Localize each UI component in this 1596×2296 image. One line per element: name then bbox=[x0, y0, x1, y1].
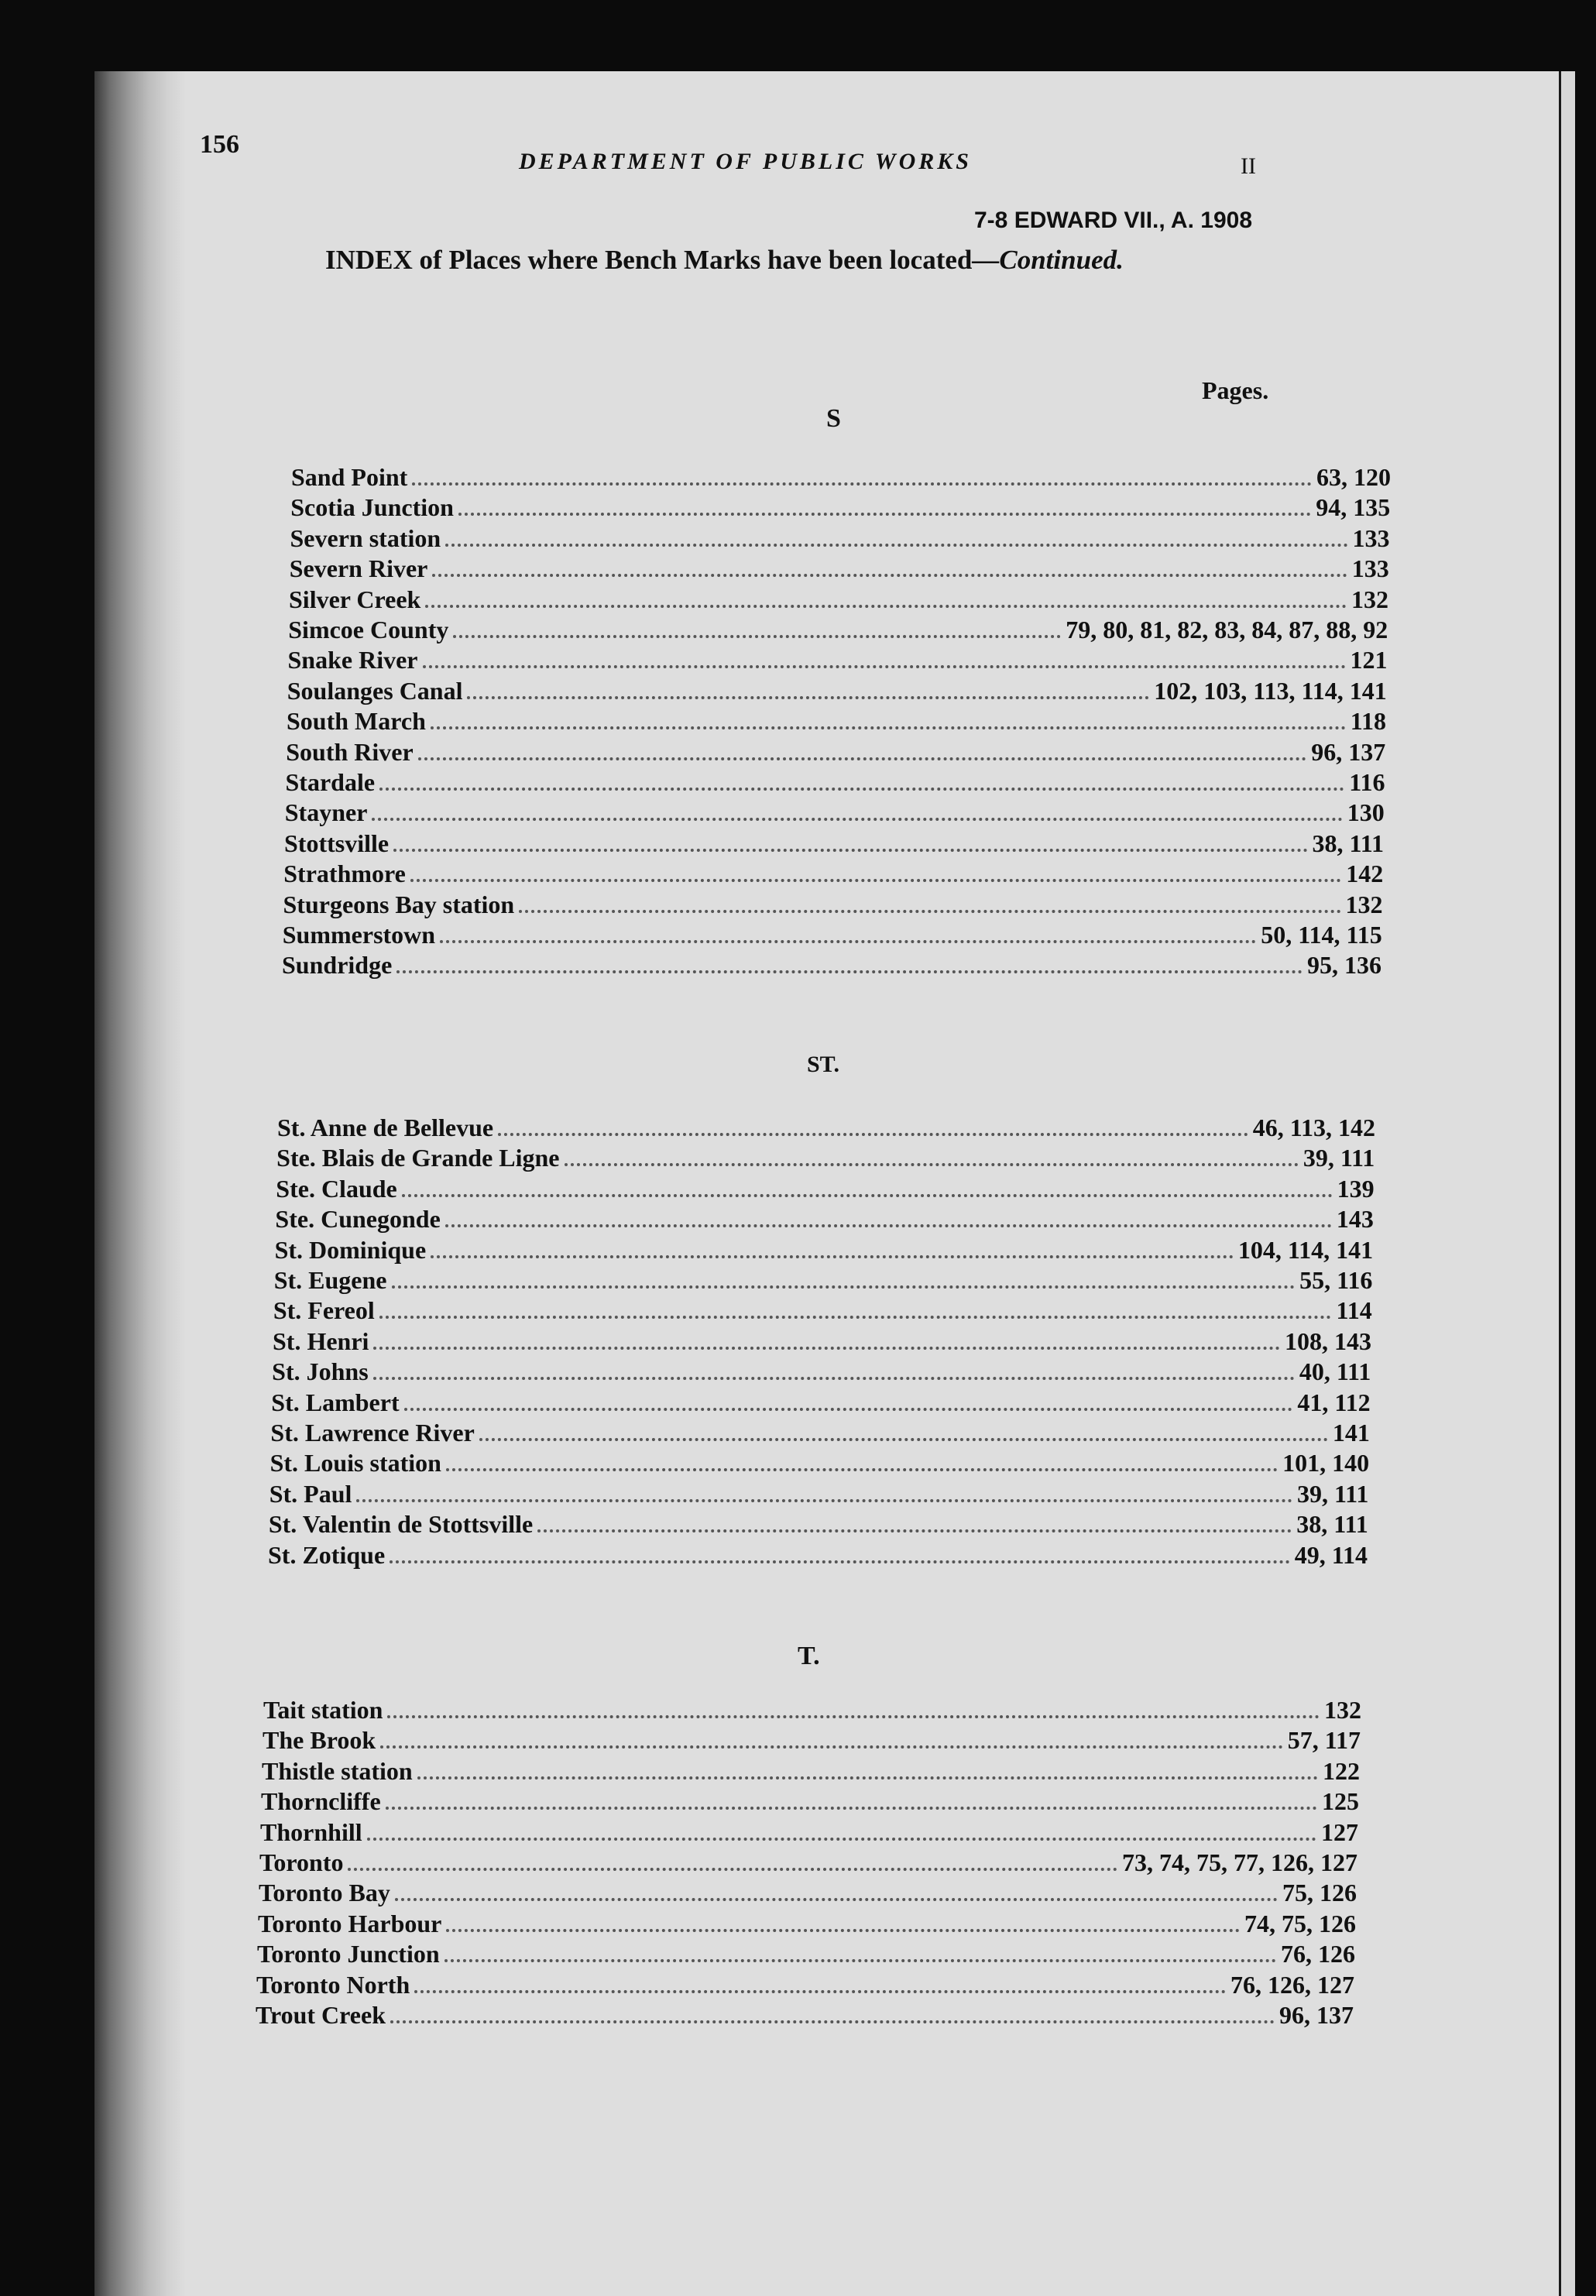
index-entry bbox=[261, 1786, 1359, 1817]
index-title-continued: —Continued. bbox=[972, 245, 1124, 275]
index-entry bbox=[269, 1478, 1369, 1509]
index-entry bbox=[272, 1356, 1371, 1387]
page-references: 102, 103, 113, 114, 141 bbox=[1154, 676, 1387, 705]
place-name: Toronto Harbour bbox=[258, 1909, 442, 1937]
place-name: Thorncliffe bbox=[261, 1787, 381, 1816]
page-references: 75, 126 bbox=[1282, 1879, 1357, 1907]
page-references: 130 bbox=[1347, 798, 1385, 827]
dot-leader bbox=[387, 1715, 1320, 1718]
dot-leader bbox=[432, 574, 1347, 577]
dot-leader bbox=[565, 1163, 1299, 1166]
dot-leader bbox=[467, 696, 1149, 699]
place-name: Silver Creek bbox=[289, 585, 421, 613]
page-references: 127 bbox=[1321, 1817, 1358, 1846]
index-entry bbox=[287, 705, 1386, 736]
dot-leader bbox=[431, 1255, 1234, 1258]
session-label: 7-8 EDWARD VII., A. 1908 bbox=[974, 208, 1253, 233]
dot-leader bbox=[453, 635, 1061, 638]
dot-leader bbox=[348, 1868, 1117, 1871]
page-references: 132 bbox=[1324, 1696, 1361, 1724]
place-name: St. Anne de Bellevue bbox=[277, 1114, 494, 1141]
page-references: 49, 114 bbox=[1294, 1540, 1368, 1569]
dot-leader bbox=[423, 665, 1346, 668]
page-references: 143 bbox=[1336, 1205, 1374, 1234]
page-references: 55, 116 bbox=[1299, 1266, 1373, 1294]
index-entry bbox=[256, 1969, 1354, 2000]
place-name: Soulanges Canal bbox=[287, 676, 463, 705]
place-name: Ste. Blais de Grande Ligne bbox=[276, 1144, 560, 1172]
page-right-edge bbox=[1559, 71, 1575, 2296]
index-entry bbox=[273, 1326, 1371, 1357]
page-references: 118 bbox=[1350, 707, 1386, 736]
place-name: St. Zotique bbox=[268, 1540, 386, 1569]
place-name: St. Paul bbox=[269, 1479, 352, 1508]
place-name: Toronto North bbox=[256, 1970, 410, 1999]
place-name: Sundridge bbox=[282, 951, 393, 980]
dot-leader bbox=[479, 1438, 1328, 1441]
dot-leader bbox=[392, 1285, 1296, 1289]
index-entry bbox=[277, 1112, 1375, 1143]
place-name: Tait station bbox=[263, 1696, 383, 1724]
place-name: The Brook bbox=[263, 1726, 376, 1755]
page-references: 122 bbox=[1323, 1756, 1360, 1785]
place-name: St. Louis station bbox=[269, 1449, 441, 1477]
dot-leader bbox=[425, 605, 1347, 608]
place-name: Toronto bbox=[259, 1848, 344, 1876]
page-references: 39, 111 bbox=[1296, 1479, 1369, 1508]
page-references: 101, 140 bbox=[1282, 1449, 1370, 1477]
index-entry bbox=[268, 1539, 1368, 1570]
place-name: South River bbox=[286, 737, 414, 766]
index-entry bbox=[285, 797, 1385, 828]
index-entry bbox=[270, 1417, 1369, 1448]
index-entry bbox=[283, 919, 1382, 950]
place-name: Toronto Junction bbox=[257, 1940, 440, 1968]
place-name: St. Henri bbox=[273, 1326, 369, 1355]
index-entry bbox=[269, 1508, 1368, 1539]
index-entry bbox=[275, 1234, 1374, 1265]
place-name: St. Eugene bbox=[273, 1266, 387, 1294]
dot-leader bbox=[390, 1560, 1290, 1563]
index-entry bbox=[288, 644, 1388, 675]
index-entry bbox=[259, 1877, 1357, 1908]
pages-column-heading: Pages. bbox=[1202, 376, 1269, 404]
running-head: DEPARTMENT OF PUBLIC WORKS bbox=[519, 149, 972, 174]
place-name: Simcoe County bbox=[288, 616, 449, 643]
index-entry bbox=[274, 1265, 1373, 1296]
page-references: 79, 80, 81, 82, 83, 84, 87, 88, 92 bbox=[1066, 616, 1388, 643]
index-entry bbox=[290, 553, 1389, 584]
dot-leader bbox=[445, 1224, 1332, 1227]
index-entry bbox=[263, 1725, 1361, 1755]
dot-leader bbox=[412, 482, 1312, 486]
place-name: Trout Creek bbox=[256, 2001, 386, 2029]
page-references: 132 bbox=[1351, 585, 1388, 613]
index-entry bbox=[289, 584, 1388, 615]
section-letter-s: S bbox=[826, 404, 841, 433]
page-references: 142 bbox=[1346, 860, 1384, 888]
place-name: Stottsville bbox=[284, 829, 390, 857]
index-entry bbox=[259, 1847, 1357, 1878]
page-references: 76, 126, 127 bbox=[1230, 1970, 1354, 1999]
dot-leader bbox=[393, 849, 1307, 852]
index-entry bbox=[262, 1755, 1360, 1786]
index-entry bbox=[286, 767, 1385, 798]
page-references: 125 bbox=[1322, 1787, 1359, 1816]
place-name: Thornhill bbox=[260, 1817, 362, 1846]
dot-leader bbox=[373, 1377, 1295, 1380]
page-references: 108, 143 bbox=[1285, 1326, 1371, 1355]
page-references: 141 bbox=[1332, 1419, 1370, 1447]
dot-leader bbox=[404, 1408, 1293, 1411]
page-references: 73, 74, 75, 77, 126, 127 bbox=[1122, 1848, 1357, 1876]
dot-leader bbox=[444, 1959, 1276, 1962]
dot-leader bbox=[379, 788, 1344, 791]
page-references: 104, 114, 141 bbox=[1237, 1235, 1374, 1264]
index-entry bbox=[282, 949, 1381, 980]
place-name: Strathmore bbox=[283, 860, 406, 888]
section-letter-t: T. bbox=[798, 1642, 820, 1670]
dot-leader bbox=[380, 1745, 1283, 1749]
place-name: Stardale bbox=[285, 768, 376, 796]
page-references: 74, 75, 126 bbox=[1244, 1909, 1356, 1937]
page-references: 116 bbox=[1349, 768, 1385, 796]
place-name: Severn River bbox=[289, 554, 428, 583]
place-name: Ste. Cunegonde bbox=[275, 1205, 441, 1234]
place-name: Stayner bbox=[284, 798, 368, 827]
dot-leader bbox=[356, 1499, 1292, 1502]
page-references: 39, 111 bbox=[1303, 1144, 1375, 1172]
index-entry bbox=[256, 1999, 1354, 2030]
index-entry bbox=[258, 1908, 1356, 1939]
dot-leader bbox=[414, 1990, 1226, 1993]
page-references: 132 bbox=[1345, 890, 1383, 918]
page-references: 46, 113, 142 bbox=[1252, 1114, 1375, 1141]
place-name: St. Dominique bbox=[274, 1235, 427, 1264]
page-references: 38, 111 bbox=[1296, 1510, 1368, 1539]
page-references: 41, 112 bbox=[1297, 1388, 1371, 1416]
section-letter-st: ST. bbox=[807, 1052, 839, 1077]
dot-leader bbox=[372, 818, 1342, 821]
page-references: 114 bbox=[1336, 1296, 1372, 1325]
page-references: 63, 120 bbox=[1316, 463, 1391, 491]
index-entry bbox=[270, 1447, 1370, 1478]
dot-leader bbox=[410, 879, 1341, 882]
dot-leader bbox=[446, 1929, 1240, 1932]
dot-leader bbox=[440, 940, 1256, 943]
page-references: 121 bbox=[1350, 646, 1388, 674]
index-entry bbox=[275, 1203, 1373, 1234]
place-name: Thistle station bbox=[262, 1756, 413, 1785]
dot-leader bbox=[396, 970, 1303, 973]
place-name: Sand Point bbox=[291, 463, 408, 491]
index-entry bbox=[276, 1142, 1375, 1173]
dot-leader bbox=[390, 2020, 1275, 2023]
index-entry bbox=[283, 858, 1383, 889]
page-references: 40, 111 bbox=[1299, 1357, 1371, 1386]
dot-leader bbox=[402, 1194, 1333, 1197]
page-binding-shadow bbox=[94, 71, 186, 2296]
page-references: 76, 126 bbox=[1281, 1940, 1355, 1968]
page-references: 38, 111 bbox=[1312, 829, 1384, 857]
page-references: 139 bbox=[1337, 1174, 1375, 1203]
page-references: 94, 135 bbox=[1316, 493, 1391, 522]
page-references: 96, 137 bbox=[1279, 2001, 1354, 2029]
index-title bbox=[325, 245, 1124, 276]
place-name: Toronto Bay bbox=[259, 1879, 390, 1907]
index-entry bbox=[283, 889, 1383, 920]
place-name: St. Lambert bbox=[271, 1388, 400, 1416]
dot-leader bbox=[386, 1807, 1317, 1810]
index-entry bbox=[286, 736, 1385, 767]
page-references: 57, 117 bbox=[1287, 1726, 1361, 1755]
place-name: Ste. Claude bbox=[276, 1174, 397, 1203]
dot-leader bbox=[418, 757, 1307, 760]
page-references: 96, 137 bbox=[1311, 737, 1386, 766]
dot-leader bbox=[395, 1898, 1278, 1901]
index-entry bbox=[290, 523, 1390, 554]
dot-leader bbox=[445, 544, 1347, 547]
index-entry bbox=[271, 1387, 1370, 1418]
place-name: Scotia Junction bbox=[290, 493, 454, 522]
place-name: St. Fereol bbox=[273, 1296, 375, 1325]
side-mark: II bbox=[1241, 153, 1256, 179]
page-references: 133 bbox=[1351, 554, 1389, 583]
dot-leader bbox=[458, 513, 1311, 516]
page-references: 95, 136 bbox=[1307, 951, 1381, 980]
page-number: 156 bbox=[200, 130, 239, 159]
page-references: 133 bbox=[1352, 523, 1390, 552]
index-entry bbox=[291, 462, 1391, 492]
dot-leader bbox=[498, 1133, 1248, 1136]
index-title-text: INDEX of Places where Bench Marks have been located bbox=[325, 245, 973, 275]
dot-leader bbox=[446, 1468, 1278, 1471]
place-name: South March bbox=[287, 707, 426, 736]
index-entry bbox=[290, 492, 1390, 523]
index-entry bbox=[288, 614, 1388, 645]
place-name: Summerstown bbox=[282, 921, 436, 949]
index-entry bbox=[276, 1173, 1374, 1204]
index-entry bbox=[257, 1938, 1355, 1969]
dot-leader bbox=[367, 1838, 1316, 1841]
place-name: St. Johns bbox=[272, 1357, 369, 1386]
place-name: St. Lawrence River bbox=[270, 1419, 475, 1447]
dot-leader bbox=[537, 1529, 1292, 1532]
index-entry bbox=[287, 675, 1387, 706]
place-name: Sturgeons Bay station bbox=[283, 890, 515, 918]
index-entry bbox=[263, 1694, 1361, 1725]
dot-leader bbox=[431, 726, 1346, 729]
index-entry bbox=[273, 1295, 1372, 1326]
dot-leader bbox=[417, 1776, 1318, 1779]
place-name: Snake River bbox=[287, 646, 418, 674]
dot-leader bbox=[379, 1316, 1332, 1319]
dot-leader bbox=[519, 910, 1340, 913]
page-references: 50, 114, 115 bbox=[1261, 921, 1382, 949]
place-name: Severn station bbox=[290, 523, 441, 552]
place-name: St. Valentin de Stottsville bbox=[268, 1510, 534, 1539]
index-entry bbox=[284, 828, 1384, 859]
index-entry bbox=[260, 1817, 1358, 1848]
dot-leader bbox=[373, 1347, 1280, 1350]
